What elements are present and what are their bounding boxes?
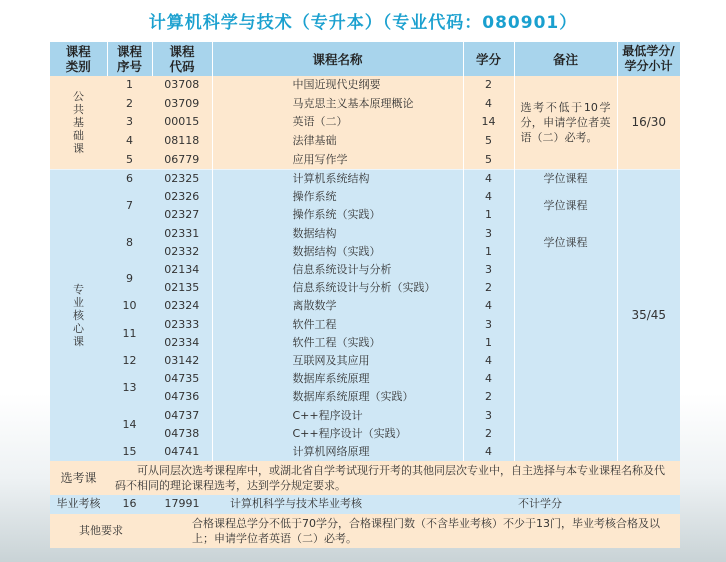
credit-cell: 2	[463, 425, 514, 443]
credit-cell: 4	[463, 169, 514, 188]
code-cell: 04737	[152, 406, 212, 424]
credit-cell: 4	[463, 370, 514, 388]
graduation-credit: 不计学分	[514, 495, 680, 514]
credit-cell: 2	[463, 279, 514, 297]
code-cell: 02332	[152, 243, 212, 261]
credit-cell: 4	[463, 188, 514, 206]
graduation-name: 计算机科学与技术毕业考核	[212, 495, 514, 514]
elective-text: 可从同层次选考课程库中，或湖北省自学考试现行开考的其他同层次专业中，自主选择与本专业课程名称及代码不相同的理论课程选考，达到学分规定要求。	[107, 461, 680, 495]
seq-cell: 8	[107, 225, 152, 261]
seq-cell: 10	[107, 297, 152, 315]
public-min: 16/30	[617, 76, 680, 169]
name-cell: C++程序设计（实践）	[212, 425, 463, 443]
credit-cell: 4	[463, 352, 514, 370]
header-name: 课程名称	[212, 42, 463, 76]
credit-cell: 14	[463, 113, 514, 132]
note-cell: 学位课程	[514, 188, 617, 224]
name-cell: 计算机网络原理	[212, 443, 463, 461]
seq-cell: 12	[107, 352, 152, 370]
code-cell: 02333	[152, 315, 212, 333]
other-text: 合格课程总学分不低于70学分，合格课程门数（不含毕业考核）不少于13门，毕业考核合格及以上；申请学位者英语（二）必考。	[152, 514, 680, 548]
name-cell: 操作系统（实践）	[212, 206, 463, 224]
note-cell: 学位课程	[514, 225, 617, 261]
name-cell: C++程序设计	[212, 406, 463, 424]
credit-cell: 3	[463, 225, 514, 243]
name-cell: 马克思主义基本原理概论	[212, 95, 463, 114]
category-major	[50, 169, 107, 461]
elective-row	[50, 461, 680, 495]
seq-cell: 15	[107, 443, 152, 461]
credit-cell: 4	[463, 297, 514, 315]
code-cell: 02324	[152, 297, 212, 315]
table-row	[50, 225, 680, 243]
credit-cell: 1	[463, 243, 514, 261]
code-cell: 06779	[152, 150, 212, 169]
name-cell: 法律基础	[212, 132, 463, 151]
credit-cell: 1	[463, 334, 514, 352]
other-label: 其他要求	[50, 514, 152, 548]
header-credit: 学分	[463, 42, 514, 76]
code-cell: 03709	[152, 95, 212, 114]
table-row	[50, 188, 680, 206]
note-cell: 学位课程	[514, 169, 617, 188]
category-major-label: 专业核心课	[73, 282, 84, 348]
name-cell: 计算机系统结构	[212, 169, 463, 188]
code-cell: 02326	[152, 188, 212, 206]
seq-cell: 5	[107, 150, 152, 169]
code-cell: 08118	[152, 132, 212, 151]
header-category: 课程类别	[50, 42, 107, 76]
name-cell: 软件工程	[212, 315, 463, 333]
name-cell: 数据库系统原理（实践）	[212, 388, 463, 406]
seq-cell: 1	[107, 76, 152, 95]
seq-cell: 2	[107, 95, 152, 114]
seq-cell: 4	[107, 132, 152, 151]
code-cell: 00015	[152, 113, 212, 132]
graduation-seq: 16	[107, 495, 152, 514]
curriculum-table	[50, 42, 681, 548]
category-public-label: 公共基础课	[73, 89, 84, 155]
graduation-code: 17991	[152, 495, 212, 514]
code-cell: 02334	[152, 334, 212, 352]
credit-cell: 1	[463, 206, 514, 224]
seq-cell: 7	[107, 188, 152, 224]
graduation-row	[50, 495, 680, 514]
code-cell: 04738	[152, 425, 212, 443]
credit-cell: 4	[463, 443, 514, 461]
code-cell: 04735	[152, 370, 212, 388]
credit-cell: 3	[463, 406, 514, 424]
header-min: 最低学分/学分小计	[617, 42, 680, 76]
name-cell: 互联网及其应用	[212, 352, 463, 370]
code-cell: 02325	[152, 169, 212, 188]
graduation-label: 毕业考核	[50, 495, 107, 514]
name-cell: 数据库系统原理	[212, 370, 463, 388]
header-code: 课程代码	[152, 42, 212, 76]
name-cell: 数据结构（实践）	[212, 243, 463, 261]
name-cell: 信息系统设计与分析（实践）	[212, 279, 463, 297]
major-min: 35/45	[617, 169, 680, 461]
credit-cell: 2	[463, 388, 514, 406]
table-row	[50, 76, 680, 95]
public-note: 选考不低于10学分，申请学位者英语（二）必考。	[514, 76, 617, 169]
credit-cell: 3	[463, 261, 514, 279]
note-empty	[514, 261, 617, 461]
name-cell: 软件工程（实践）	[212, 334, 463, 352]
name-cell: 中国近现代史纲要	[212, 76, 463, 95]
code-cell: 03142	[152, 352, 212, 370]
name-cell: 应用写作学	[212, 150, 463, 169]
header-row	[50, 42, 680, 76]
header-seq: 课程序号	[107, 42, 152, 76]
seq-cell: 11	[107, 315, 152, 351]
name-cell: 信息系统设计与分析	[212, 261, 463, 279]
seq-cell: 3	[107, 113, 152, 132]
code-cell: 03708	[152, 76, 212, 95]
code-cell: 02135	[152, 279, 212, 297]
credit-cell: 4	[463, 95, 514, 114]
table-row	[50, 169, 680, 188]
seq-cell: 14	[107, 406, 152, 442]
code-cell: 02327	[152, 206, 212, 224]
name-cell: 离散数学	[212, 297, 463, 315]
name-cell: 数据结构	[212, 225, 463, 243]
name-cell: 英语（二）	[212, 113, 463, 132]
code-cell: 04741	[152, 443, 212, 461]
page-title: 计算机科学与技术（专升本）（专业代码：080901）	[148, 13, 578, 33]
seq-cell: 6	[107, 169, 152, 188]
seq-cell: 9	[107, 261, 152, 297]
code-cell: 04736	[152, 388, 212, 406]
table-row	[50, 261, 680, 279]
credit-cell: 5	[463, 132, 514, 151]
elective-label: 选考课	[50, 461, 107, 495]
category-public	[50, 76, 107, 169]
credit-cell: 3	[463, 315, 514, 333]
code-cell: 02134	[152, 261, 212, 279]
other-row	[50, 514, 680, 548]
name-cell: 操作系统	[212, 188, 463, 206]
header-note: 备注	[514, 42, 617, 76]
credit-cell: 5	[463, 150, 514, 169]
credit-cell: 2	[463, 76, 514, 95]
seq-cell: 13	[107, 370, 152, 406]
code-cell: 02331	[152, 225, 212, 243]
